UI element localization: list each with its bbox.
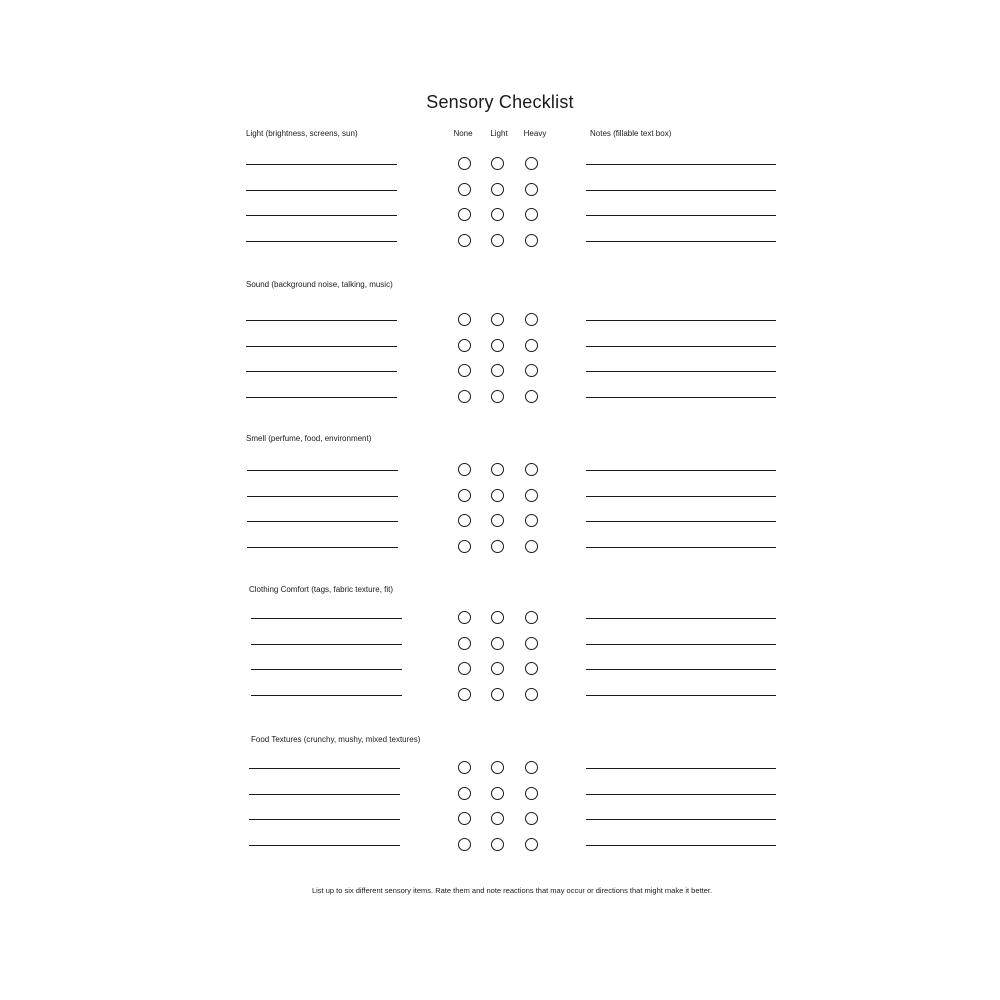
radio-heavy[interactable]	[525, 313, 538, 326]
notes-entry-line[interactable]	[586, 768, 776, 769]
section-label: Food Textures (crunchy, mushy, mixed textures)	[251, 735, 421, 744]
section-label: Clothing Comfort (tags, fabric texture, fit)	[249, 585, 394, 594]
radio-heavy[interactable]	[525, 183, 538, 196]
notes-entry-line[interactable]	[586, 346, 776, 347]
item-entry-line[interactable]	[246, 371, 397, 372]
radio-heavy[interactable]	[525, 662, 538, 675]
notes-entry-line[interactable]	[586, 547, 776, 548]
item-entry-line[interactable]	[249, 794, 400, 795]
radio-light[interactable]	[491, 390, 504, 403]
item-entry-line[interactable]	[249, 768, 400, 769]
column-header-heavy: Heavy	[523, 129, 547, 138]
radio-light[interactable]	[491, 662, 504, 675]
notes-entry-line[interactable]	[586, 496, 776, 497]
notes-entry-line[interactable]	[586, 241, 776, 242]
column-header-none: None	[453, 129, 473, 138]
radio-light[interactable]	[491, 234, 504, 247]
radio-heavy[interactable]	[525, 364, 538, 377]
radio-heavy[interactable]	[525, 208, 538, 221]
radio-heavy[interactable]	[525, 838, 538, 851]
checklist-row	[0, 231, 1000, 251]
item-entry-line[interactable]	[246, 397, 397, 398]
radio-heavy[interactable]	[525, 157, 538, 170]
notes-entry-line[interactable]	[586, 644, 776, 645]
item-entry-line[interactable]	[247, 547, 398, 548]
radio-light[interactable]	[491, 463, 504, 476]
item-entry-line[interactable]	[246, 164, 397, 165]
radio-none[interactable]	[458, 489, 471, 502]
notes-entry-line[interactable]	[586, 845, 776, 846]
section	[0, 280, 1000, 430]
radio-light[interactable]	[491, 157, 504, 170]
radio-light[interactable]	[491, 540, 504, 553]
radio-light[interactable]	[491, 611, 504, 624]
radio-light[interactable]	[491, 339, 504, 352]
item-entry-line[interactable]	[246, 320, 397, 321]
radio-none[interactable]	[458, 364, 471, 377]
notes-entry-line[interactable]	[586, 470, 776, 471]
item-entry-line[interactable]	[247, 470, 398, 471]
item-entry-line[interactable]	[251, 644, 402, 645]
radio-heavy[interactable]	[525, 688, 538, 701]
radio-none[interactable]	[458, 662, 471, 675]
radio-heavy[interactable]	[525, 514, 538, 527]
radio-none[interactable]	[458, 688, 471, 701]
checklist-row	[0, 336, 1000, 356]
section-label: Light (brightness, screens, sun)	[246, 129, 358, 138]
radio-heavy[interactable]	[525, 761, 538, 774]
notes-entry-line[interactable]	[586, 695, 776, 696]
radio-heavy[interactable]	[525, 787, 538, 800]
radio-heavy[interactable]	[525, 339, 538, 352]
radio-light[interactable]	[491, 688, 504, 701]
section	[0, 585, 1000, 735]
radio-none[interactable]	[458, 637, 471, 650]
checklist-row	[0, 154, 1000, 174]
radio-light[interactable]	[491, 364, 504, 377]
notes-entry-line[interactable]	[586, 371, 776, 372]
checklist-row	[0, 685, 1000, 705]
notes-entry-line[interactable]	[586, 521, 776, 522]
item-entry-line[interactable]	[251, 695, 402, 696]
radio-none[interactable]	[458, 157, 471, 170]
section	[0, 735, 1000, 885]
section	[0, 129, 1000, 279]
item-entry-line[interactable]	[246, 346, 397, 347]
page-title: Sensory Checklist	[426, 92, 574, 112]
item-entry-line[interactable]	[249, 845, 400, 846]
item-entry-line[interactable]	[246, 215, 397, 216]
radio-none[interactable]	[458, 339, 471, 352]
radio-heavy[interactable]	[525, 611, 538, 624]
notes-entry-line[interactable]	[586, 669, 776, 670]
item-entry-line[interactable]	[246, 241, 397, 242]
item-entry-line[interactable]	[249, 819, 400, 820]
radio-light[interactable]	[491, 812, 504, 825]
radio-none[interactable]	[458, 611, 471, 624]
item-entry-line[interactable]	[247, 496, 398, 497]
item-entry-line[interactable]	[246, 190, 397, 191]
item-entry-line[interactable]	[251, 618, 402, 619]
checklist-row	[0, 180, 1000, 200]
checklist-row	[0, 758, 1000, 778]
notes-entry-line[interactable]	[586, 397, 776, 398]
notes-entry-line[interactable]	[586, 215, 776, 216]
radio-none[interactable]	[458, 812, 471, 825]
radio-heavy[interactable]	[525, 463, 538, 476]
radio-heavy[interactable]	[525, 637, 538, 650]
radio-light[interactable]	[491, 514, 504, 527]
checklist-row	[0, 511, 1000, 531]
footer-instructions: List up to six different sensory items. Rate them and note reactions that may occur or directions that might make it better.	[311, 886, 713, 895]
radio-none[interactable]	[458, 838, 471, 851]
radio-heavy[interactable]	[525, 812, 538, 825]
checklist-row	[0, 835, 1000, 855]
radio-none[interactable]	[458, 540, 471, 553]
radio-light[interactable]	[491, 637, 504, 650]
notes-entry-line[interactable]	[586, 618, 776, 619]
checklist-row	[0, 784, 1000, 804]
radio-none[interactable]	[458, 463, 471, 476]
notes-entry-line[interactable]	[586, 190, 776, 191]
radio-none[interactable]	[458, 208, 471, 221]
section	[0, 434, 1000, 584]
radio-none[interactable]	[458, 234, 471, 247]
checklist-row	[0, 205, 1000, 225]
column-header-notes: Notes (fillable text box)	[590, 129, 672, 138]
radio-light[interactable]	[491, 787, 504, 800]
notes-entry-line[interactable]	[586, 164, 776, 165]
radio-heavy[interactable]	[525, 489, 538, 502]
notes-entry-line[interactable]	[586, 819, 776, 820]
checklist-row	[0, 608, 1000, 628]
radio-light[interactable]	[491, 761, 504, 774]
section-label: Smell (perfume, food, environment)	[246, 434, 372, 443]
checklist-row	[0, 809, 1000, 829]
radio-heavy[interactable]	[525, 540, 538, 553]
checklist-row	[0, 460, 1000, 480]
checklist-row	[0, 387, 1000, 407]
checklist-row	[0, 486, 1000, 506]
column-header-light: Light	[490, 129, 508, 138]
radio-none[interactable]	[458, 183, 471, 196]
radio-light[interactable]	[491, 838, 504, 851]
radio-light[interactable]	[491, 489, 504, 502]
notes-entry-line[interactable]	[586, 320, 776, 321]
radio-none[interactable]	[458, 787, 471, 800]
section-label: Sound (background noise, talking, music)	[246, 280, 393, 289]
checklist-row	[0, 634, 1000, 654]
radio-heavy[interactable]	[525, 390, 538, 403]
checklist-row	[0, 310, 1000, 330]
checklist-row	[0, 659, 1000, 679]
radio-light[interactable]	[491, 313, 504, 326]
notes-entry-line[interactable]	[586, 794, 776, 795]
radio-none[interactable]	[458, 313, 471, 326]
radio-heavy[interactable]	[525, 234, 538, 247]
radio-none[interactable]	[458, 390, 471, 403]
item-entry-line[interactable]	[251, 669, 402, 670]
radio-none[interactable]	[458, 761, 471, 774]
radio-none[interactable]	[458, 514, 471, 527]
radio-light[interactable]	[491, 183, 504, 196]
checklist-row	[0, 537, 1000, 557]
checklist-row	[0, 361, 1000, 381]
item-entry-line[interactable]	[247, 521, 398, 522]
radio-light[interactable]	[491, 208, 504, 221]
